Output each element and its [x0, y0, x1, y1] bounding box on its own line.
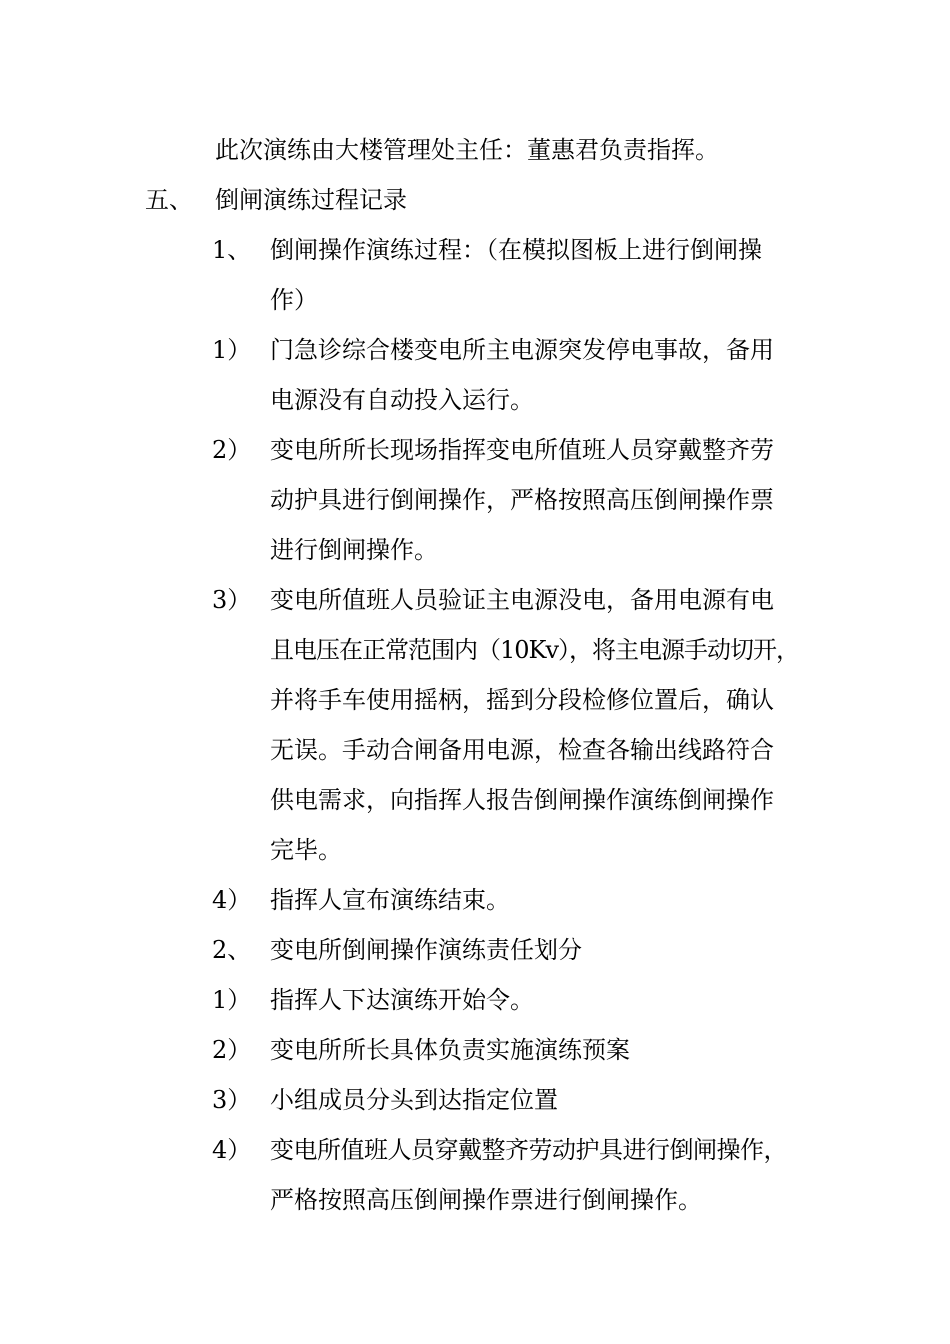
list-item-marker: 1）: [212, 336, 252, 364]
list-item-marker: 2）: [212, 1036, 252, 1064]
list-item-text: 电源没有自动投入运行。: [270, 386, 534, 414]
list-item-marker: 2、: [212, 936, 252, 964]
intro-paragraph: 此次演练由大楼管理处主任：董惠君负责指挥。: [215, 136, 719, 164]
list-item-text: 且电压在正常范围内（10Kv），将主电源手动切开，: [270, 636, 800, 664]
list-item-text: 指挥人下达演练开始令。: [270, 986, 534, 1014]
list-item-marker: 3）: [212, 1086, 252, 1114]
list-item-text: 变电所倒闸操作演练责任划分: [270, 936, 582, 964]
list-item-marker: 1）: [212, 986, 252, 1014]
list-item-text: 小组成员分头到达指定位置: [270, 1086, 558, 1114]
list-item-text: 变电所所长具体负责实施演练预案: [270, 1036, 630, 1064]
list-item-text: 变电所所长现场指挥变电所值班人员穿戴整齐劳: [270, 436, 774, 464]
list-item-text: 严格按照高压倒闸操作票进行倒闸操作。: [270, 1186, 702, 1214]
list-item-text: 变电所值班人员验证主电源没电，备用电源有电: [270, 586, 774, 614]
list-item-marker: 3）: [212, 586, 252, 614]
list-item-text: 门急诊综合楼变电所主电源突发停电事故，备用: [270, 336, 774, 364]
list-item-text: 指挥人宣布演练结束。: [270, 886, 510, 914]
list-item-marker: 4）: [212, 1136, 252, 1164]
list-item-text: 供电需求，向指挥人报告倒闸操作演练倒闸操作: [270, 786, 774, 814]
list-item-text: 变电所值班人员穿戴整齐劳动护具进行倒闸操作，: [270, 1136, 787, 1164]
list-item-text: 倒闸操作演练过程：（在模拟图板上进行倒闸操: [270, 236, 762, 264]
list-item-marker: 4）: [212, 886, 252, 914]
list-item-text: 动护具进行倒闸操作，严格按照高压倒闸操作票: [270, 486, 774, 514]
list-item-text: 无误。手动合闸备用电源，检查各输出线路符合: [270, 736, 774, 764]
list-item-marker: 2）: [212, 436, 252, 464]
list-item-text: 并将手车使用摇柄，摇到分段检修位置后，确认: [270, 686, 774, 714]
list-item-text: 作）: [270, 286, 318, 314]
list-item-text: 进行倒闸操作。: [270, 536, 438, 564]
list-item-marker: 1、: [212, 236, 252, 264]
section-number: 五、: [145, 186, 193, 214]
list-item-text: 完毕。: [270, 836, 342, 864]
section-title: 倒闸演练过程记录: [215, 186, 407, 214]
